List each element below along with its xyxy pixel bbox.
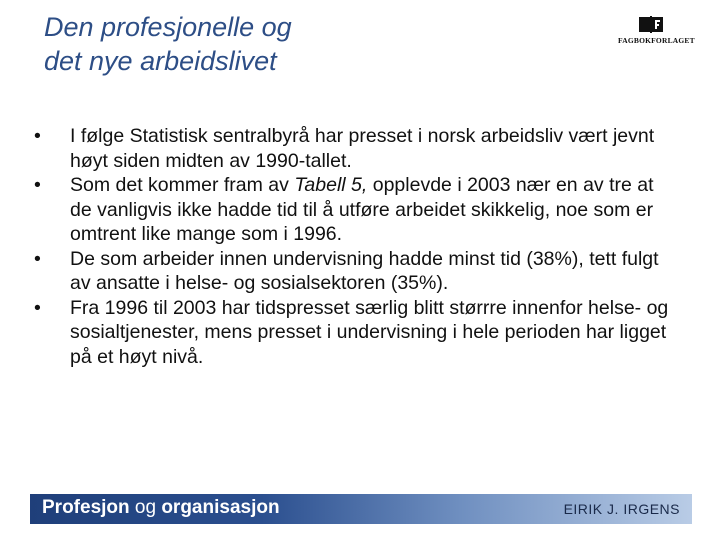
bullet-item bbox=[34, 296, 674, 370]
footer-title-part: organisasjon bbox=[156, 497, 280, 518]
bullet-dot: • bbox=[34, 125, 41, 147]
slide-title-line-1: Den profesjonelle og bbox=[44, 12, 292, 42]
slide-title bbox=[44, 10, 464, 78]
footer-author: EIRIK J. IRGENS bbox=[563, 501, 680, 517]
bullet-item bbox=[34, 173, 674, 247]
book-logo-icon bbox=[638, 14, 664, 34]
bullet-text: I følge Statistisk sentralbyrå har presset i norsk arbeidsliv vært jevnt høyt siden midten av 1990-tallet. bbox=[70, 125, 655, 172]
bullet-text: Som det kommer fram av bbox=[70, 174, 295, 196]
bullet-dot: • bbox=[34, 296, 41, 319]
bullet-text: Fra 1996 til 2003 har tidspresset særlig blitt størrre innenfor helse- og sosialtjenester, mens presset i undervisning i hele perioden har ligget på et høyt nivå. bbox=[70, 296, 669, 368]
publisher-logo bbox=[618, 14, 695, 48]
table-reference: Tabell 5, bbox=[294, 174, 368, 196]
footer-banner bbox=[30, 494, 692, 524]
bullet-list bbox=[34, 124, 674, 369]
bullet-dot: • bbox=[34, 247, 41, 270]
bullet-dot: • bbox=[34, 174, 41, 196]
bullet-item bbox=[34, 124, 674, 173]
bullet-text: opplevde i 2003 nær en av tre at de vanligvis ikke hadde tid til å utføre arbeidet skikkelig, noe som er omtrent like mange som i 1996. bbox=[70, 174, 654, 245]
bullet-text: De som arbeider innen undervisning hadde minst tid (38%), tett fulgt av ansatte i helse- og sosialsektoren (35%). bbox=[70, 247, 659, 294]
bullet-item bbox=[34, 247, 674, 296]
footer-course-title bbox=[42, 497, 280, 519]
publisher-logo-text: FAGBOKFORLAGET bbox=[618, 36, 695, 45]
slide-title-line-2: det nye arbeidslivet bbox=[44, 46, 277, 76]
footer-title-part: og bbox=[134, 497, 157, 518]
footer-title-part: Profesjon bbox=[42, 497, 135, 518]
